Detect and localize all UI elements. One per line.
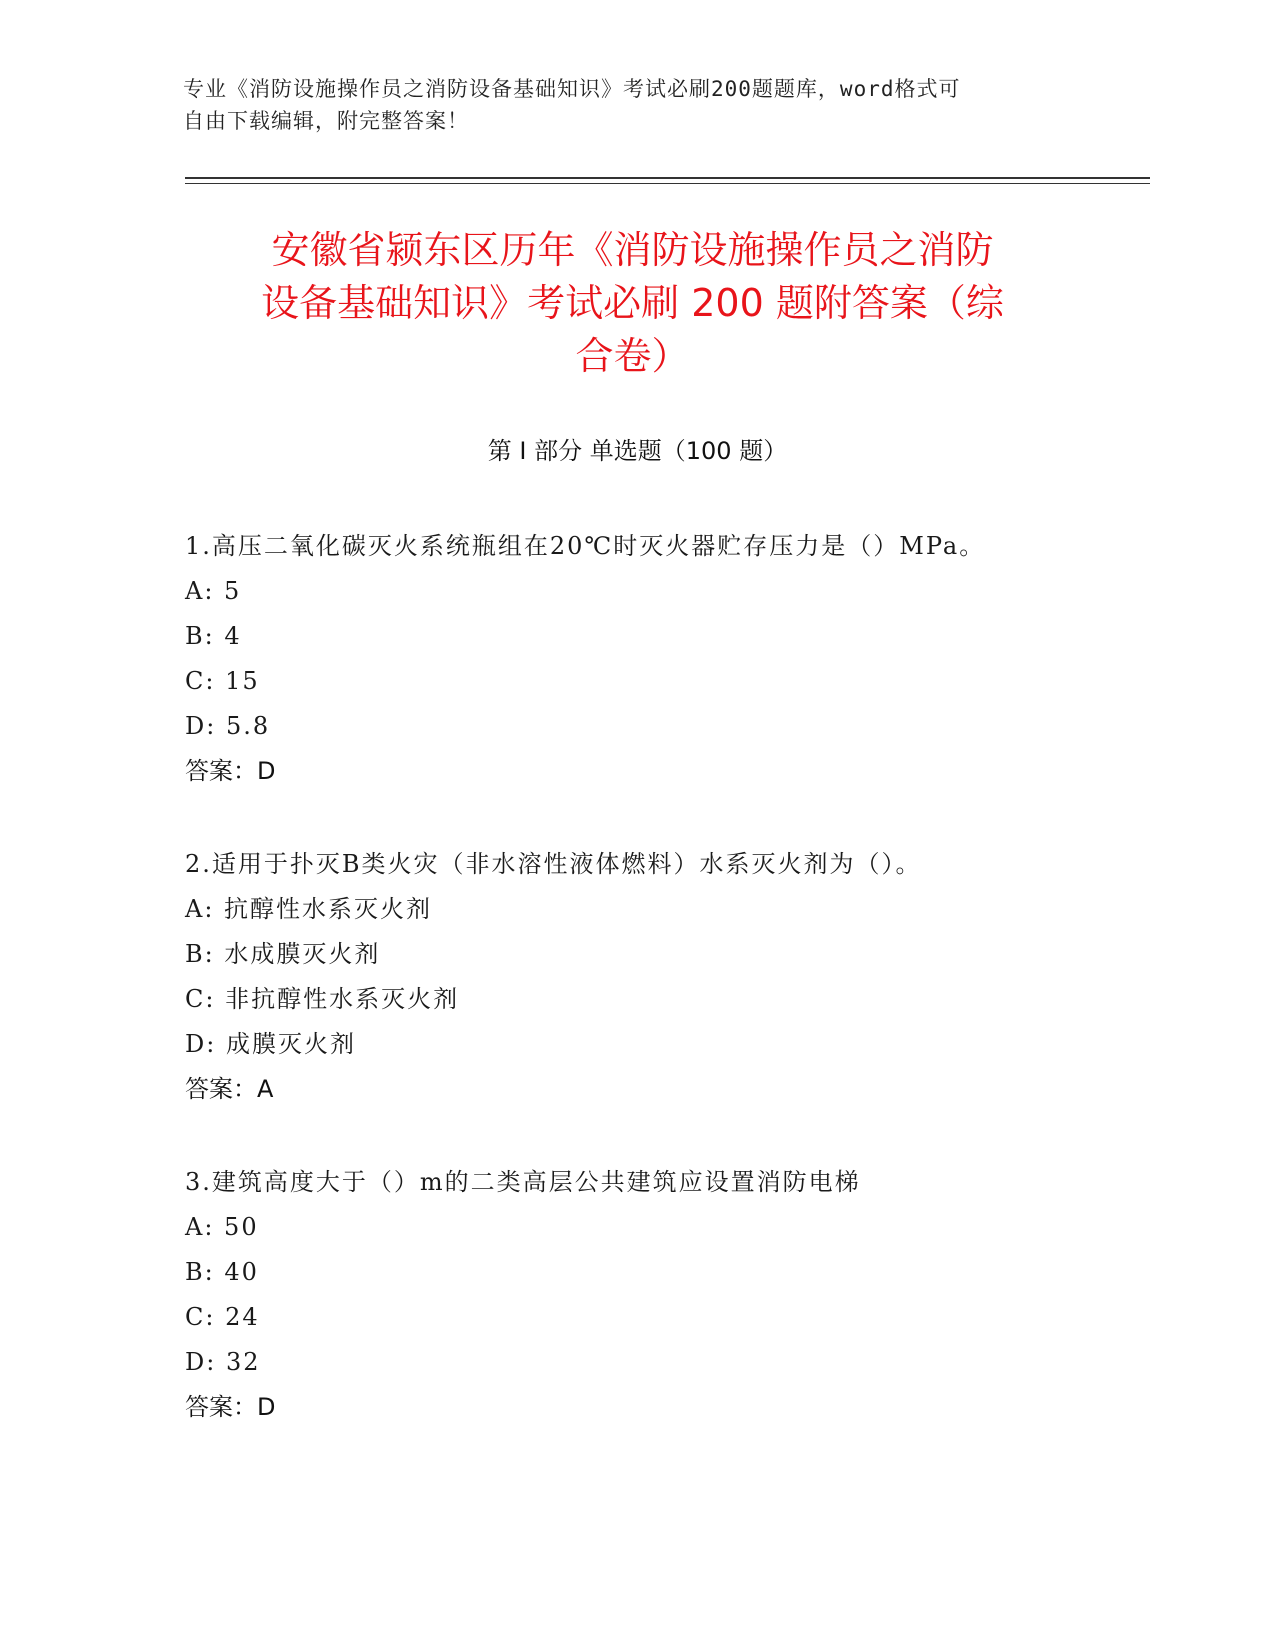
question-stem: 3.建筑高度大于（）m的二类高层公共建筑应设置消防电梯 bbox=[185, 1168, 861, 1196]
title-line-1: 安徽省颍东区历年《消防设施操作员之消防 bbox=[271, 228, 994, 272]
intro-line-1: 专业《消防设施操作员之消防设备基础知识》考试必刷200题题库，word格式可 bbox=[183, 77, 961, 101]
question-stem: 1.高压二氧化碳灭火系统瓶组在20℃时灭火器贮存压力是（）MPa。 bbox=[185, 532, 986, 560]
option-d: D: 成膜灭火剂 bbox=[185, 1030, 356, 1058]
option-b: B: 4 bbox=[185, 622, 242, 650]
section-heading: 第 I 部分 单选题（100 题） bbox=[487, 437, 788, 465]
option-c: C: 24 bbox=[185, 1303, 260, 1331]
option-a: A: 5 bbox=[185, 577, 242, 605]
option-d: D: 5.8 bbox=[185, 712, 271, 740]
intro-text bbox=[183, 73, 1063, 137]
option-c: C: 非抗醇性水系灭火剂 bbox=[185, 985, 460, 1013]
title-line-2: 设备基础知识》考试必刷 200 题附答案（综 bbox=[261, 281, 1004, 325]
option-b: B: 水成膜灭火剂 bbox=[185, 940, 381, 968]
question-3 bbox=[185, 1160, 1145, 1430]
answer-line: 答案：D bbox=[185, 1393, 276, 1421]
answer-line: 答案：A bbox=[185, 1075, 274, 1103]
answer-line: 答案：D bbox=[185, 757, 276, 785]
question-2 bbox=[185, 842, 1145, 1112]
option-c: C: 15 bbox=[185, 667, 260, 695]
question-1 bbox=[185, 524, 1145, 794]
option-b: B: 40 bbox=[185, 1258, 259, 1286]
question-stem: 2.适用于扑灭B类火灾（非水溶性液体燃料）水系灭火剂为（）。 bbox=[185, 850, 922, 878]
title-line-3: 合卷） bbox=[575, 334, 690, 378]
option-a: A: 50 bbox=[185, 1213, 259, 1241]
option-d: D: 32 bbox=[185, 1348, 261, 1376]
document-title bbox=[185, 224, 1080, 383]
header-divider-thin bbox=[185, 183, 1150, 184]
option-a: A: 抗醇性水系灭火剂 bbox=[185, 895, 433, 923]
intro-line-2: 自由下载编辑，附完整答案！ bbox=[183, 109, 469, 133]
header-divider-thick bbox=[185, 177, 1150, 179]
